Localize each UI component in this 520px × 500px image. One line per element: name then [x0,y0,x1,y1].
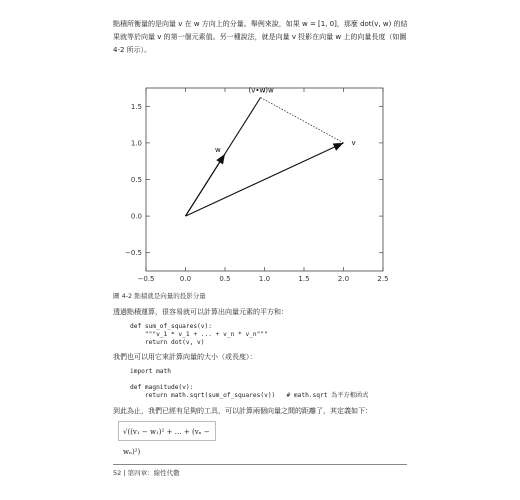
intro-paragraph: 點積所衡量的是向量 v 在 w 方向上的分量。舉例來說，如果 w = [1, 0]，那麼 dot(v, w) 的結果就等於向量 v 的第一個元素值。另一種說法，就是向量 v 投影在向量 w 上的向量長度（如圖 4-2 所示）。 [113,20,408,54]
y-tick-label: 1.5 [130,102,142,111]
y-tick-label: 0.5 [130,176,142,184]
perpendicular-dotted-line [261,98,344,143]
code-sum-of-squares: def sum_of_squares(v): """v_1 * v_1 + ... + v_n * v_n""" return dot(v, v) [130,323,268,346]
distance-formula: √((v₁ − w₁)² + … + (vₙ − wₙ)²) [118,421,216,441]
vector-label: v [351,138,356,147]
y-tick-label: 0.0 [130,212,142,221]
x-tick-label: 0.5 [219,275,231,283]
code-magnitude: import math def magnitude(v): return math.sqrt(sum_of_squares(v)) # math.sqrt 為平方根函式 [130,368,369,399]
paragraph-magnitude: 我們也可以用它來計算向量的大小（或長度）： [113,353,257,361]
vector-label: w [215,145,221,154]
figure-caption: 圖 4-2 點積就是向量的投影分量 [113,292,206,300]
arrowhead-v [333,143,344,151]
vector-label: (v•w)w [248,86,274,95]
x-tick-label: 1.5 [298,275,310,283]
page-footer: 52 | 第四章：線性代數 [113,469,180,477]
y-tick-label: −0.5 [125,249,142,258]
x-tick-label: 2.0 [337,275,350,283]
x-tick-label: −0.5 [137,275,155,283]
paragraph-distance: 到此為止，我們已經有足夠的工具，可以計算兩個向量之間的距離了，其定義如下： [113,407,372,415]
projection-figure [110,80,400,290]
paragraph-squares: 透過點積運算，很容易就可以計算出向量元素的平方和： [113,308,288,316]
y-tick-label: 1.0 [130,139,142,148]
x-tick-label: 0.0 [179,275,192,283]
x-tick-label: 1.0 [258,275,271,283]
arrowhead-w [216,154,225,165]
x-tick-label: 2.5 [377,275,389,283]
footer-rule [113,464,407,465]
